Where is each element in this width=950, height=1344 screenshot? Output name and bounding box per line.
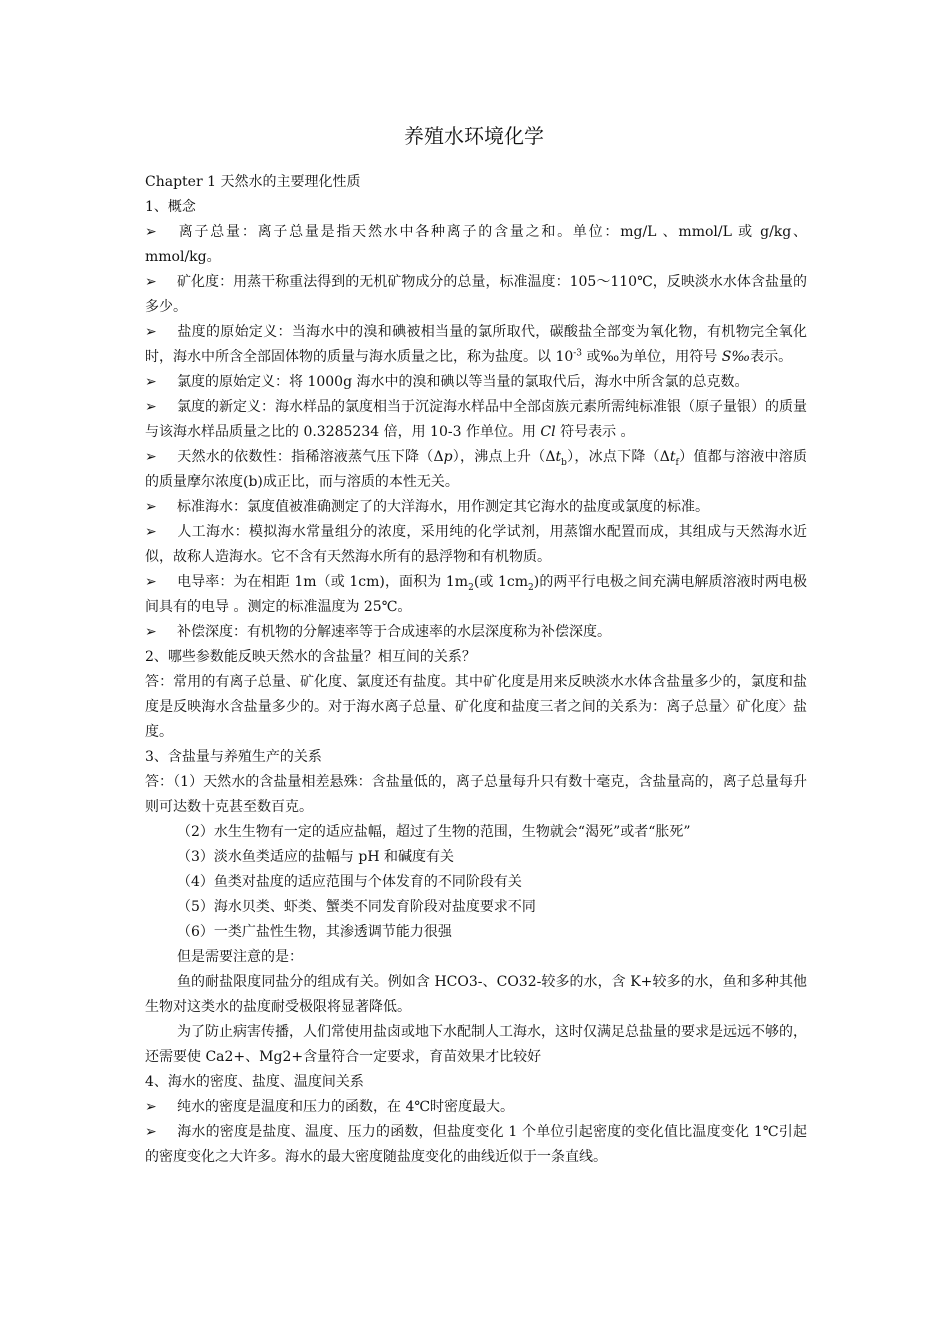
section-1-heading: 1、概念 — [145, 199, 196, 215]
arrow-bullet-icon: ➢ — [145, 399, 157, 415]
bullet-salinity-definition: ➢ 盐度的原始定义：当海水中的溴和碘被相当量的氯所取代，碳酸盐全部变为氧化物，有机物完全氧化时，海水中所含全部固体物的质量与海水质量之比，称为盐度。以 $10^{-3}$ 或‰为单位，用符号 S‰表示。 — [145, 320, 807, 370]
section-3-answer-2: （2）水生生物有一定的适应盐幅，超过了生物的范围，生物就会“渴死”或者“胀死” — [177, 824, 691, 840]
arrow-bullet-icon: ➢ — [145, 374, 157, 390]
section-3-note-1: 鱼的耐盐限度同盐分的组成有关。例如含 HCO3-、CO32-较多的水，含 K+较多的水，鱼和多种其他生物对这类水的盐度耐受极限将显著降低。 — [145, 974, 807, 1015]
arrow-bullet-icon: ➢ — [145, 449, 157, 465]
bullet-seawater-density: ➢ 海水的密度是盐度、温度、压力的函数，但盐度变化 1 个单位引起密度的变化值比温度变化 1℃引起的密度变化之大许多。海水的最大密度随盐度变化的曲线近似于一条直线。 — [145, 1120, 807, 1170]
section-3-answer-5: （5）海水贝类、虾类、蟹类不同发育阶段对盐度要求不同 — [177, 899, 536, 915]
bullet-compensation-depth: ➢ 补偿深度：有机物的分解速率等于合成速率的水层深度称为补偿深度。 — [145, 620, 807, 645]
document-title: 养殖水环境化学 — [404, 124, 544, 148]
arrow-bullet-icon: ➢ — [145, 1099, 157, 1115]
section-3-answer-3: （3）淡水鱼类适应的盐幅与 pH 和碱度有关 — [177, 849, 454, 865]
arrow-bullet-icon: ➢ — [145, 499, 157, 515]
arrow-bullet-icon: ➢ — [145, 274, 157, 290]
arrow-bullet-icon: ➢ — [145, 624, 157, 640]
arrow-bullet-icon: ➢ — [145, 224, 157, 240]
bullet-chlorinity-new: ➢ 氯度的新定义：海水样品的氯度相当于沉淀海水样品中全部卤族元素所需纯标准银（原子量银）的质量与该海水样品质量之比的 0.3285234 倍，用 10-3 作单位。用 Cl 符号表示 。 — [145, 395, 807, 445]
bullet-artificial-seawater: ➢ 人工海水：模拟海水常量组分的浓度，采用纯的化学试剂，用蒸馏水配置而成，其组成与天然海水近似，故称人造海水。它不含有天然海水所有的悬浮物和有机物质。 — [145, 520, 807, 570]
bullet-colligative: ➢ 天然水的依数性：指稀溶液蒸气压下降（Δp），沸点上升$(\Delta t_b)$，冰点下降$(\Delta t_f)$值都与溶液中溶质的质量摩尔浓度(b)成正比，而与溶质的本性无关。 — [145, 445, 807, 495]
bullet-standard-seawater: ➢ 标准海水：氯度值被准确测定了的大洋海水，用作测定其它海水的盐度或氯度的标准。 — [145, 495, 807, 520]
section-3-heading: 3、含盐量与养殖生产的关系 — [145, 749, 322, 765]
section-3-note-2: 为了防止病害传播，人们常使用盐卤或地下水配制人工海水，这时仅满足总盐量的要求是远远不够的，还需要使 Ca2+、Mg2+含量符合一定要求，育苗效果才比较好 — [145, 1024, 807, 1065]
section-2-heading: 2、哪些参数能反映天然水的含盐量？相互间的关系？ — [145, 649, 476, 665]
bullet-ion-total: ➢ 离子总量：离子总量是指天然水中各种离子的含量之和。单位：mg/L 、mmol/L 或 g/kg、mmol/kg。 — [145, 220, 807, 270]
section-2-answer: 答：常用的有离子总量、矿化度、氯度还有盐度。其中矿化度是用来反映淡水水体含盐量多少的，氯度和盐度是反映海水含盐量多少的。对于海水离子总量、矿化度和盐度三者之间的关系为：离子总量〉矿化度〉盐度。 — [145, 674, 807, 740]
arrow-bullet-icon: ➢ — [145, 324, 157, 340]
section-3-answer-1: 答：（1）天然水的含盐量相差悬殊：含盐量低的，离子总量每升只有数十毫克，含盐量高的，离子总量每升则可达数十克甚至数百克。 — [145, 774, 807, 815]
document-page — [145, 120, 807, 1170]
bullet-chlorinity-original: ➢ 氯度的原始定义：将 1000g 海水中的溴和碘以等当量的氯取代后，海水中所含氯的总克数。 — [145, 370, 807, 395]
section-3-answer-6: （6）一类广盐性生物，其渗透调节能力很强 — [177, 924, 452, 940]
arrow-bullet-icon: ➢ — [145, 574, 157, 590]
section-3-answer-4: （4）鱼类对盐度的适应范围与个体发育的不同阶段有关 — [177, 874, 522, 890]
bullet-pure-water-density: ➢ 纯水的密度是温度和压力的函数，在 4℃时密度最大。 — [145, 1095, 807, 1120]
arrow-bullet-icon: ➢ — [145, 1124, 157, 1140]
chapter-heading: Chapter 1 天然水的主要理化性质 — [145, 174, 361, 190]
section-4-heading: 4、海水的密度、盐度、温度间关系 — [145, 1074, 364, 1090]
arrow-bullet-icon: ➢ — [145, 524, 157, 540]
section-3-note-heading: 但是需要注意的是： — [177, 949, 303, 965]
bullet-mineralization: ➢ 矿化度：用蒸干称重法得到的无机矿物成分的总量，标准温度：105～110℃，反映淡水水体含盐量的多少。 — [145, 270, 807, 320]
bullet-conductivity: ➢ 电导率：为在相距 1m（或 1cm)，面积为 $1m_2$(或 $1cm_2$)的两平行电极之间充满电解质溶液时两电极间具有的电导 。测定的标准温度为 25℃。 — [145, 570, 807, 620]
